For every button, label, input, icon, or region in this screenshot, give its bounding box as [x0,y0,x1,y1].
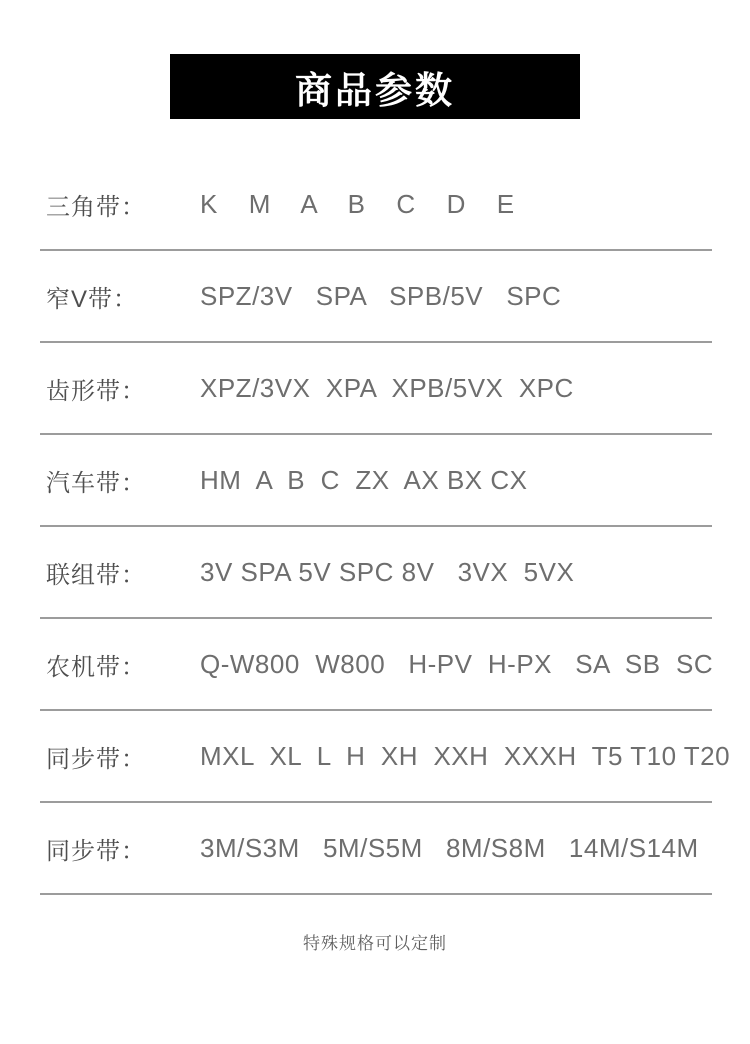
spec-row-automotive-belt [40,435,712,527]
spec-row-values: Q-W800 W800 H-PV H-PX SA SB SC [200,648,714,679]
spec-row-cogged-belt [40,343,712,435]
spec-row-label: 窄V带： [46,285,139,313]
spec-row-label: 齿形带： [46,377,146,405]
spec-row-timing-belt-inch [40,711,731,803]
spec-row-label: 农机带： [46,653,146,681]
spec-table [40,159,731,895]
spec-row-banded-belt [40,527,712,619]
spec-row-label: 三角带： [46,193,146,221]
footer-note: 特殊规格可以定制 [303,934,447,953]
header-bar [170,54,580,119]
spec-row-values: SPZ/3V SPA SPB/5V SPC [200,280,562,311]
spec-row-timing-belt-metric [40,803,712,895]
spec-row-label: 同步带： [46,837,146,865]
spec-row-v-belt [40,159,712,251]
spec-row-values: K M A B C D E [200,188,515,219]
spec-row-values: MXL XL L H XH XXH XXXH T5 T10 T20 [200,740,731,771]
page-title: 商品参数 [295,69,455,111]
spec-row-agricultural-belt [40,619,712,711]
spec-row-values: HM A B C ZX AX BX CX [200,464,528,495]
spec-row-values: XPZ/3VX XPA XPB/5VX XPC [200,372,574,403]
spec-row-values: 3V SPA 5V SPC 8V 3VX 5VX [200,556,575,587]
spec-row-label: 同步带： [46,745,146,773]
spec-row-narrow-v-belt [40,251,712,343]
spec-row-label: 联组带： [46,561,146,589]
spec-row-label: 汽车带： [46,469,146,497]
spec-row-values: 3M/S3M 5M/S5M 8M/S8M 14M/S14M [200,832,699,863]
